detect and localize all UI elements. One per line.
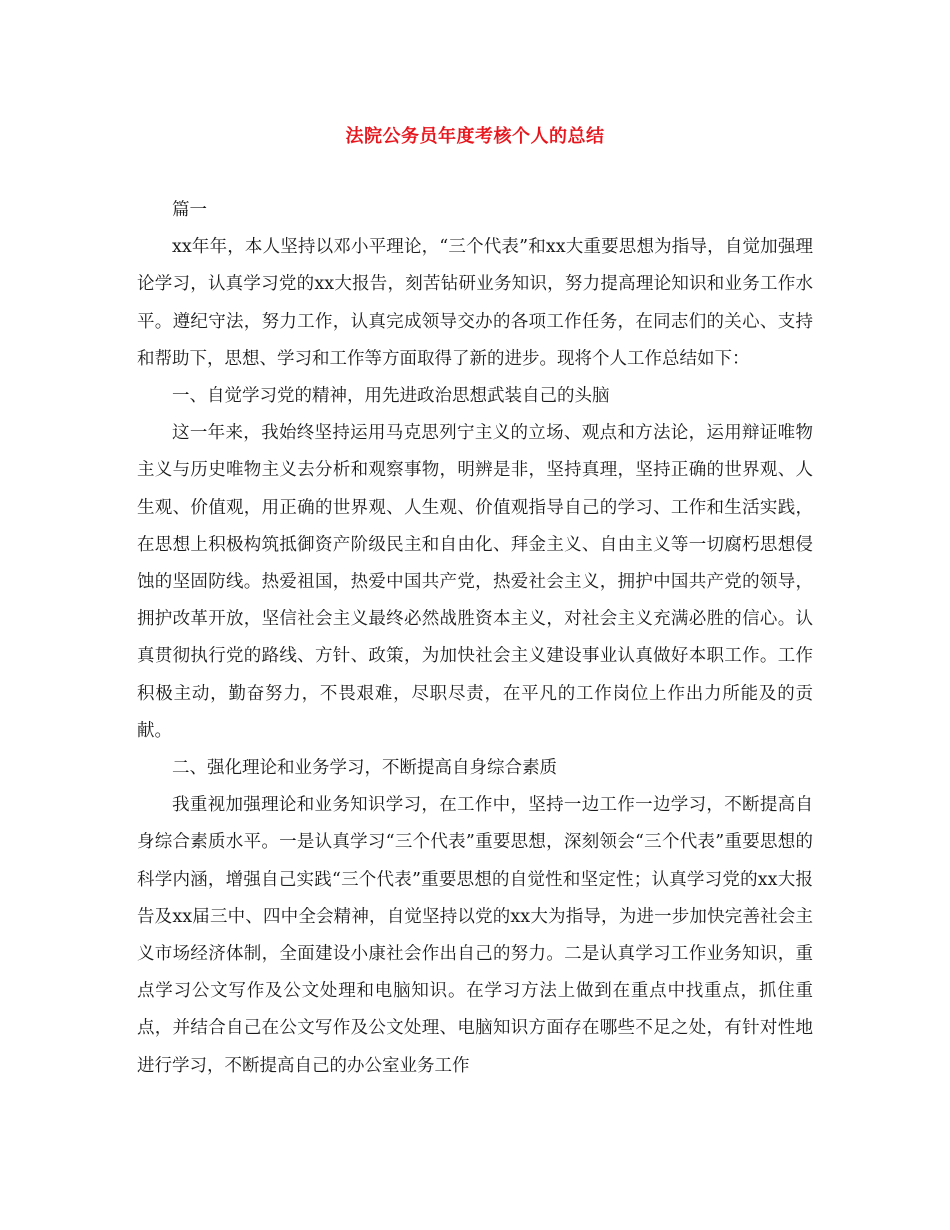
section-heading-1: 一、自觉学习党的精神，用先进政治思想武装自己的头脑: [172, 386, 610, 407]
document-body: [137, 192, 813, 1085]
document-title: 法院公务员年度考核个人的总结: [345, 126, 605, 147]
intro-paragraph: xx年年，本人坚持以邓小平理论，“三个代表”和xx大重要思想为指导，自觉加强理论学习，认真学习党的xx大报告，刻苦钻研业务知识，努力提高理论知识和业务工作水平。遵纪守法，努力工作，认真完成领导交办的各项工作任务，在同志们的关心、支持和帮助下，思想、学习和工作等方面取得了新的进步。现将个人工作总结如下：: [137, 237, 813, 369]
section-label: 篇一: [172, 200, 207, 220]
body-paragraph-2: 我重视加强理论和业务知识学习，在工作中，坚持一边工作一边学习，不断提高自身综合素质水平。一是认真学习“三个代表”重要思想，深刻领会“三个代表”重要思想的科学内涵，增强自己实践“三个代表”重要思想的自觉性和坚定性；认真学习党的xx大报告及xx届三中、四中全会精神，自觉坚持以党的xx大为指导，为进一步加快完善社会主义市场经济体制，全面建设小康社会作出自己的努力。二是认真学习工作业务知识，重点学习公文写作及公文处理和电脑知识。在学习方法上做到在重点中找重点，抓住重点，并结合自己在公文写作及公文处理、电脑知识方面存在哪些不足之处，有针对性地进行学习，不断提高自己的办公室业务工作: [137, 795, 813, 1076]
body-paragraph-1: 这一年来，我始终坚持运用马克思列宁主义的立场、观点和方法论，运用辩证唯物主义与历史唯物主义去分析和观察事物，明辨是非，坚持真理，坚持正确的世界观、人生观、价值观，用正确的世界观、人生观、价值观指导自己的学习、工作和生活实践，在思想上积极构筑抵御资产阶级民主和自由化、拜金主义、自由主义等一切腐朽思想侵蚀的坚固防线。热爱祖国，热爱中国共产党，热爱社会主义，拥护中国共产党的领导，拥护改革开放，坚信社会主义最终必然战胜资本主义，对社会主义充满必胜的信心。认真贯彻执行党的路线、方针、政策，为加快社会主义建设事业认真做好本职工作。工作积极主动，勤奋努力，不畏艰难，尽职尽责，在平凡的工作岗位上作出力所能及的贡献。: [137, 423, 813, 741]
section-heading-2: 二、强化理论和业务学习，不断提高自身综合素质: [172, 758, 557, 779]
